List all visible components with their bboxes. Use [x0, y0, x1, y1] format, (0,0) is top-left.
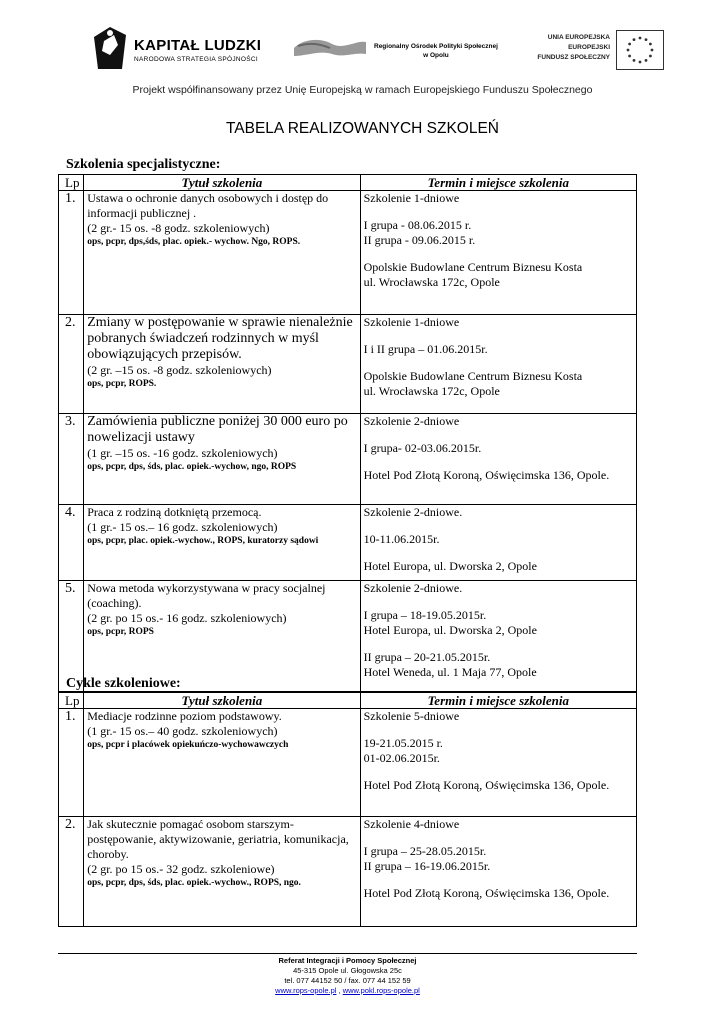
eu-line-3: FUNDUSZ SPOŁECZNY: [537, 54, 610, 61]
footer-link-rops[interactable]: www.rops-opole.pl: [275, 986, 337, 995]
table-row: [59, 817, 637, 927]
term-gap: [364, 832, 633, 844]
term-line: 01-02.06.2015r.: [363, 751, 440, 765]
row-number: 3.: [59, 414, 84, 505]
term-gap: [364, 357, 633, 369]
training-audience: ops, pcpr, dps,śds, plac. opiek.- wychow. Ngo, ROPS.: [87, 237, 301, 247]
term-cell: [360, 191, 636, 315]
training-hours: (1 gr. –15 os. -16 godz. szkoleniowych): [87, 446, 278, 460]
term-line: Szkolenie 1-dniowe: [363, 191, 460, 205]
term-line: Opolskie Budowlane Centrum Biznesu Kosta: [363, 260, 583, 274]
row-number: 5.: [59, 581, 84, 692]
footer-links: [58, 986, 637, 996]
term-cell: [360, 315, 636, 414]
training-hours: (2 gr. –15 os. -8 godz. szkoleniowych): [87, 363, 272, 377]
term-line: II grupa – 20-21.05.2015r.: [363, 650, 491, 664]
term-line: II grupa – 16-19.06.2015r.: [363, 859, 491, 873]
term-gap: [364, 766, 633, 778]
term-line: Hotel Pod Złotą Koroną, Oświęcimska 136, Opole.: [363, 886, 610, 900]
rops-name: [374, 42, 498, 60]
rops-line-1: Regionalny Ośrodek Polityki Społecznej: [374, 43, 498, 50]
term-gap: [364, 724, 633, 736]
term-line: Hotel Pod Złotą Koroną, Oświęcimska 136, Opole.: [363, 468, 610, 482]
footer-address: 45-315 Opole ul. Głogowska 25c: [293, 966, 402, 975]
training-cell: [84, 505, 360, 581]
term-gap: [364, 248, 633, 260]
term-line: 19-21.05.2015 r.: [363, 736, 443, 750]
training-cycles-table: [58, 692, 637, 927]
term-gap: [364, 456, 633, 468]
project-cofinancing-note: Projekt współfinansowany przez Unię Europejską w ramach Europejskiego Funduszu Społecznego: [132, 84, 593, 96]
page-header: [0, 0, 725, 110]
training-hours: (2 gr. po 15 os.- 32 godz. szkoleniowe): [87, 862, 275, 876]
column-header-term: Termin i miejsce szkolenia: [360, 175, 636, 191]
training-hours: (1 gr.- 15 os.– 16 godz. szkoleniowych): [87, 520, 278, 534]
table-row: [59, 709, 637, 817]
term-line: Hotel Pod Złotą Koroną, Oświęcimska 136, Opole.: [363, 778, 610, 792]
term-cell: [360, 414, 636, 505]
term-gap: [364, 520, 633, 532]
training-audience: ops, pcpr i placówek opiekuńczo-wychowawczych: [87, 740, 289, 750]
training-cell: [84, 709, 360, 817]
column-header-title: Tytuł szkolenia: [84, 175, 360, 191]
training-title: Mediacje rodzinne poziom podstawowy.: [87, 709, 282, 723]
row-number: 1.: [59, 191, 84, 315]
term-gap: [364, 547, 633, 559]
specialist-trainings-table: [58, 174, 637, 692]
rops-emblem-icon: [292, 34, 368, 60]
training-title: Jak skutecznie pomagać osobom starszym- postępowanie, aktywizowanie, geriatria, komunikacja, choroby.: [87, 817, 349, 861]
training-cell: [84, 414, 360, 505]
row-number: 2.: [59, 817, 84, 927]
training-cell: [84, 581, 360, 692]
training-cell: [84, 817, 360, 927]
term-line: Hotel Europa, ul. Dworska 2, Opole: [363, 623, 537, 637]
training-audience: ops, pcpr, dps, śds, plac. opiek.-wychow, ngo, ROPS: [87, 462, 297, 472]
term-line: Hotel Weneda, ul. 1 Maja 77, Opole: [363, 665, 537, 679]
term-gap: [364, 206, 633, 218]
training-audience: ops, pcpr, plac. opiek.-wychow., ROPS, kuratorzy sądowi: [87, 536, 319, 546]
kapital-ludzki-emblem-icon: [92, 25, 128, 71]
training-title: Ustawa o ochronie danych osobowych i dostęp do informacji publicznej .: [87, 191, 329, 220]
term-line: I i II grupa – 01.06.2015r.: [363, 342, 488, 356]
training-hours: (2 gr.- 15 os. -8 godz. szkoleniowych): [87, 221, 270, 235]
term-line: Szkolenie 1-dniowe: [363, 315, 460, 329]
rops-logo: [292, 34, 512, 64]
table-header-row: [59, 175, 637, 191]
rops-line-2: w Opolu: [423, 52, 449, 59]
table-row: [59, 191, 637, 315]
footer-phone: tel. 077 44152 50 / fax. 077 44 152 59: [284, 976, 411, 985]
training-hours: (1 gr.- 15 os.– 40 godz. szkoleniowych): [87, 724, 278, 738]
term-gap: [364, 429, 633, 441]
kapital-ludzki-title: KAPITAŁ LUDZKI: [134, 37, 262, 54]
term-gap: [364, 874, 633, 886]
kapital-ludzki-subtitle: NARODOWA STRATEGIA SPÓJNOŚCI: [134, 56, 258, 63]
term-cell: [360, 709, 636, 817]
training-audience: ops, pcpr, dps, śds, plac. opiek.-wychow., ROPS, ngo.: [87, 878, 301, 888]
footer-link-pokl[interactable]: www.pokl.rops-opole.pl: [342, 986, 420, 995]
training-cell: [84, 315, 360, 414]
table-header-row: [59, 693, 637, 709]
term-line: II grupa - 09.06.2015 r.: [363, 233, 476, 247]
term-line: ul. Wrocławska 172c, Opole: [363, 275, 500, 289]
training-cell: [84, 191, 360, 315]
term-gap: [364, 596, 633, 608]
footer-organization: Referat Integracji i Pomocy Społecznej: [278, 956, 417, 965]
table-row: [59, 505, 637, 581]
term-cell: [360, 817, 636, 927]
column-header-term: Termin i miejsce szkolenia: [360, 693, 636, 709]
column-header-lp: Lp: [59, 175, 84, 191]
term-line: I grupa- 02-03.06.2015r.: [363, 441, 482, 455]
training-title: Zmiany w postępowanie w sprawie nienależnie pobranych świadczeń rodzinnych w myśl obowiązujących przepisów.: [87, 315, 353, 362]
term-cell: [360, 505, 636, 581]
term-line: 10-11.06.2015r.: [363, 532, 440, 546]
term-line: Opolskie Budowlane Centrum Biznesu Kosta: [363, 369, 583, 383]
footer-link-separator: ,: [336, 986, 343, 995]
table-row: [59, 315, 637, 414]
column-header-title: Tytuł szkolenia: [84, 693, 360, 709]
eu-line-1: UNIA EUROPEJSKA: [547, 34, 610, 41]
training-audience: ops, pcpr, ROPS.: [87, 379, 157, 389]
term-line: I grupa – 18-19.05.2015r.: [363, 608, 487, 622]
training-title: Nowa metoda wykorzystywana w pracy socjalnej (coaching).: [87, 581, 326, 610]
training-audience: ops, pcpr, ROPS: [87, 627, 154, 637]
term-gap: [364, 330, 633, 342]
term-cell: [360, 581, 636, 692]
table-row: [59, 414, 637, 505]
term-line: I grupa – 25-28.05.2015r.: [363, 844, 487, 858]
term-line: I grupa - 08.06.2015 r.: [363, 218, 472, 232]
term-line: Szkolenie 5-dniowe: [363, 709, 460, 723]
row-number: 2.: [59, 315, 84, 414]
specialist-trainings-heading: Szkolenia specjalistyczne:: [66, 157, 221, 172]
term-line: Hotel Europa, ul. Dworska 2, Opole: [363, 559, 537, 573]
eu-logo: [528, 30, 668, 74]
eu-line-2: EUROPEJSKI: [568, 44, 610, 51]
eu-flag-icon: [616, 30, 664, 70]
kapital-ludzki-logo: [92, 25, 292, 75]
column-header-lp: Lp: [59, 693, 84, 709]
training-hours: (2 gr. po 15 os.- 16 godz. szkoleniowych): [87, 611, 287, 625]
training-title: Zamówienia publiczne poniżej 30 000 euro po nowelizacji ustawy: [87, 414, 348, 445]
training-title: Praca z rodziną dotkniętą przemocą.: [87, 505, 262, 519]
term-line: Szkolenie 4-dniowe: [363, 817, 460, 831]
row-number: 1.: [59, 709, 84, 817]
term-gap: [364, 638, 633, 650]
page-footer: [58, 953, 637, 996]
row-number: 4.: [59, 505, 84, 581]
training-cycles-heading: Cykle szkoleniowe:: [66, 676, 181, 691]
term-line: Szkolenie 2-dniowe.: [363, 505, 463, 519]
term-line: Szkolenie 2-dniowe.: [363, 581, 463, 595]
term-line: Szkolenie 2-dniowe: [363, 414, 460, 428]
page-title: TABELA REALIZOWANYCH SZKOLEŃ: [225, 120, 500, 137]
table-row: [59, 581, 637, 692]
term-line: ul. Wrocławska 172c, Opole: [363, 384, 500, 398]
eu-name: [537, 33, 610, 63]
